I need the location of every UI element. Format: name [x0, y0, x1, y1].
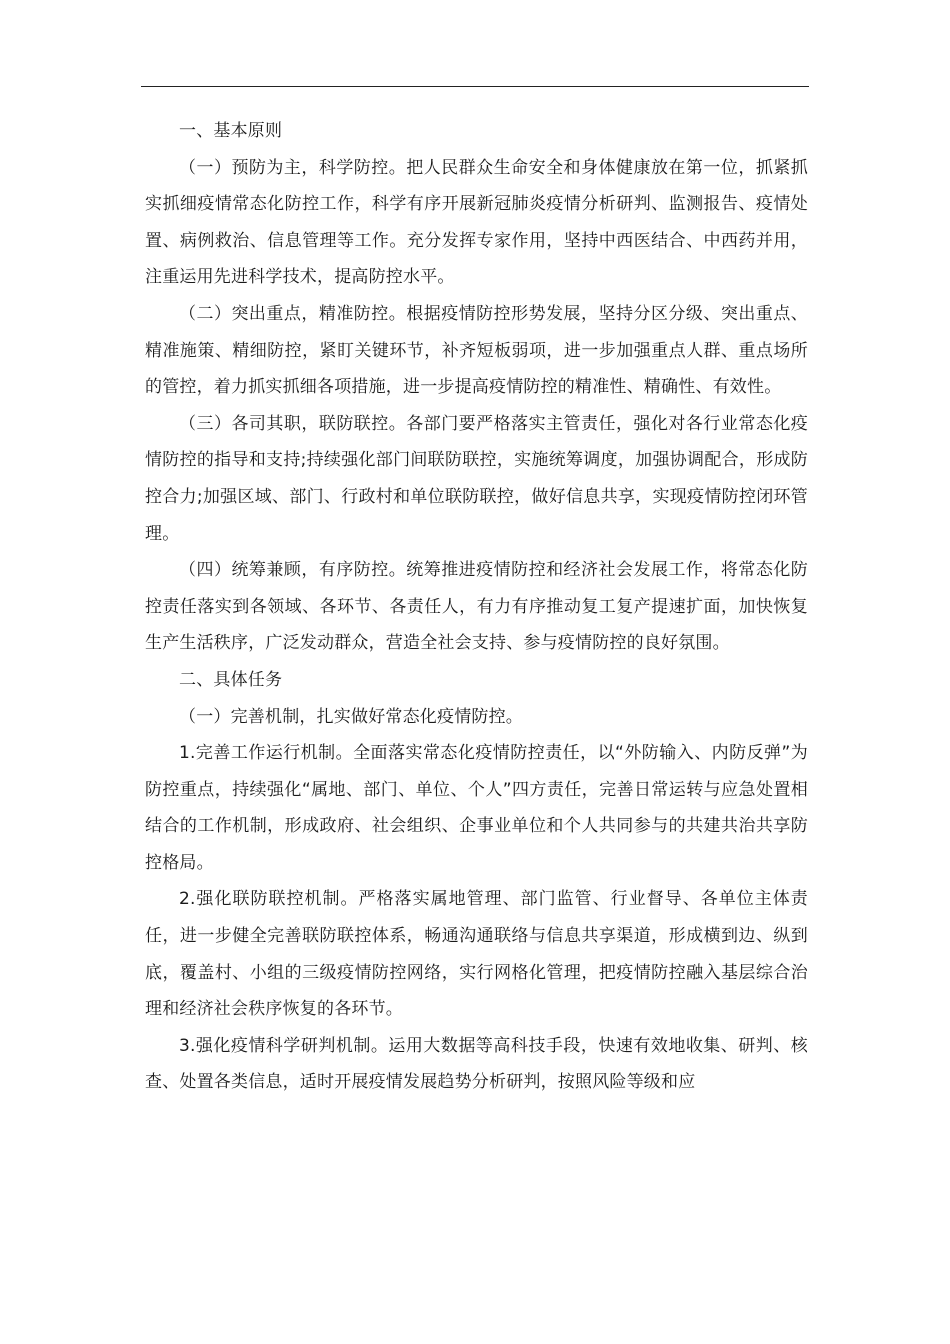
document-body — [145, 113, 808, 1101]
paragraph-overall-planning: （四）统筹兼顾，有序防控。统筹推进疫情防控和经济社会发展工作，将常态化防控责任落实到各领域、各环节、各责任人，有力有序推动复工复产提速扩面，加快恢复生产生活秩序，广泛发动群众，营造全社会支持、参与疫情防控的良好氛围。 — [145, 560, 808, 654]
paragraph-item-2: 2.强化联防联控机制。严格落实属地管理、部门监管、行业督导、各单位主体责任，进一步健全完善联防联控体系，畅通沟通联络与信息共享渠道，形成横到边、纵到底，覆盖村、小组的三级疫情防控网络，实行网格化管理，把疫情防控融入基层综合治理和经济社会秩序恢复的各环节。 — [145, 889, 808, 1020]
subheading-mechanism: （一）完善机制，扎实做好常态化疫情防控。 — [179, 706, 523, 727]
section-heading-principles: 一、基本原则 — [179, 121, 283, 141]
paragraph-focus: （二）突出重点，精准防控。根据疫情防控形势发展，坚持分区分级、突出重点、精准施策、精细防控，紧盯关键环节，补齐短板弱项，进一步加强重点人群、重点场所的管控，着力抓实抓细各项措施，进一步提高疫情防控的精准性、精确性、有效性。 — [145, 303, 808, 398]
section-heading-tasks: 二、具体任务 — [179, 669, 283, 690]
paragraph-item-1: 1.完善工作运行机制。全面落实常态化疫情防控责任，以“外防输入、内防反弹”为防控重点，持续强化“属地、部门、单位、个人”四方责任，完善日常运转与应急处置相结合的工作机制，形成政府、社会组织、企事业单位和个人共同参与的共建共治共享防控格局。 — [145, 743, 808, 873]
header-rule — [141, 86, 809, 87]
paragraph-item-3: 3.强化疫情科学研判机制。运用大数据等高科技手段，快速有效地收集、研判、核查、处置各类信息，适时开展疫情发展趋势分析研判，按照风险等级和应 — [145, 1035, 808, 1093]
paragraph-coordination: （三）各司其职，联防联控。各部门要严格落实主管责任，强化对各行业常态化疫情防控的指导和支持;持续强化部门间联防联控，实施统筹调度，加强协调配合，形成防控合力;加强区域、部门、行政村和单位联防联控，做好信息共享，实现疫情防控闭环管理。 — [145, 413, 808, 544]
paragraph-prevention: （一）预防为主，科学防控。把人民群众生命安全和身体健康放在第一位，抓紧抓实抓细疫情常态化防控工作，科学有序开展新冠肺炎疫情分析研判、监测报告、疫情处置、病例救治、信息管理等工作。充分发挥专家作用，坚持中西医结合、中西药并用，注重运用先进科学技术，提高防控水平。 — [145, 157, 808, 288]
